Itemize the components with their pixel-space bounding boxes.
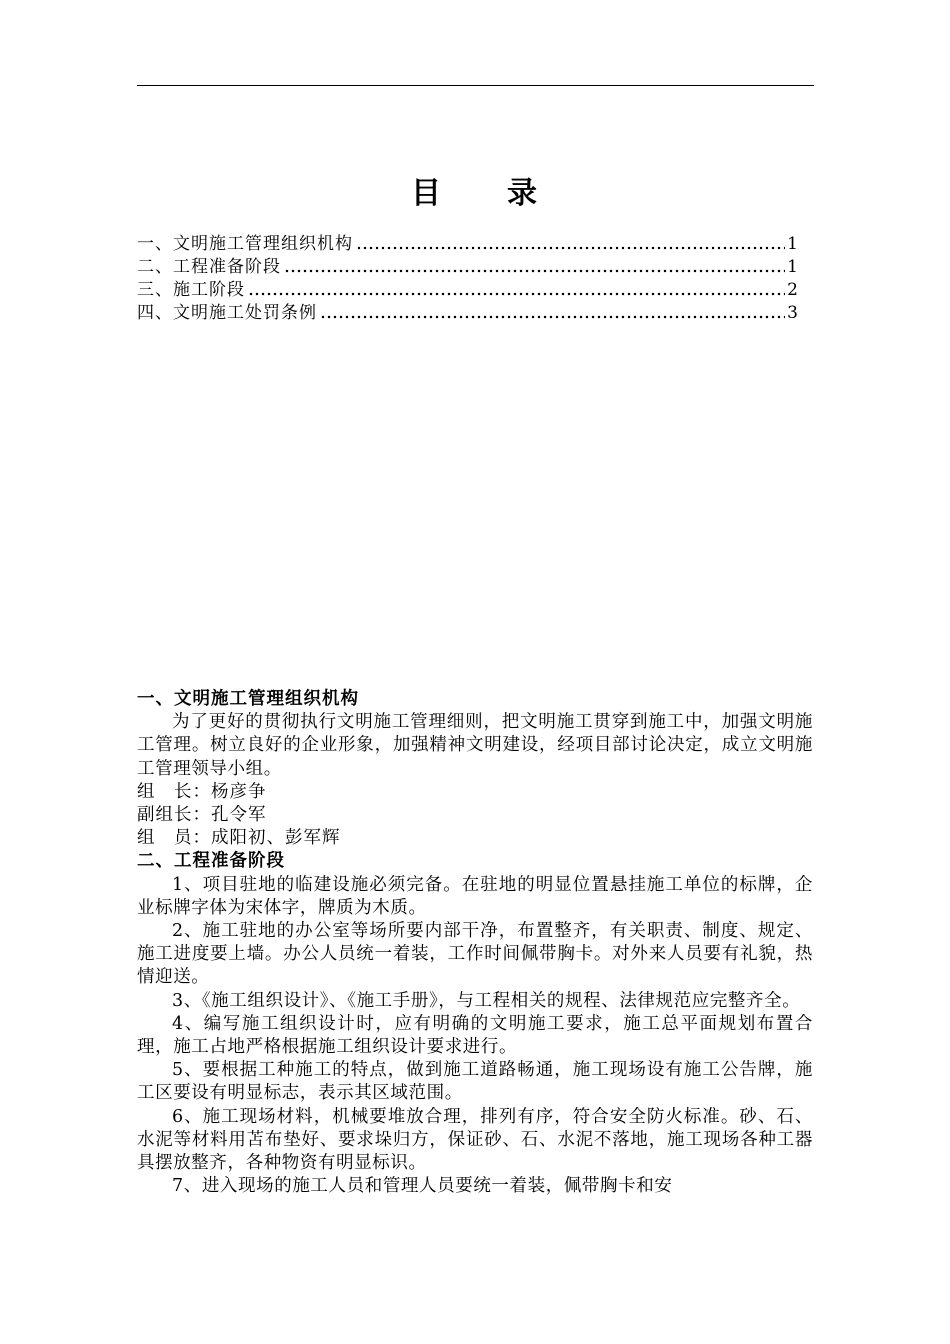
section-heading: 二、工程准备阶段: [137, 851, 285, 872]
list-item: 6、施工现场材料，机械要堆放合理，排列有序，符合安全防火标准。砂、石、水泥等材料用苫布垫好、要求垛归方，保证砂、石、水泥不落地，施工现场各种工器具摆放整齐，各种物资有明显标识。: [137, 1106, 813, 1174]
toc-entry-page: 3: [787, 303, 798, 323]
list-item: 7、进入现场的施工人员和管理人员要统一着装，佩带胸卡和安: [172, 1176, 673, 1197]
member-line: 副组长：孔令军: [137, 805, 267, 826]
toc-entry-page: 1: [787, 257, 798, 277]
toc-leader-dots: [284, 269, 785, 273]
toc-entry-page: 2: [787, 280, 798, 300]
list-item: 5、要根据工种施工的特点，做到施工道路畅通，施工现场设有施工公告牌，施工区要设有明显标志，表示其区域范围。: [137, 1060, 813, 1104]
toc-entry-label: 一、文明施工管理组织机构: [137, 234, 353, 254]
toc-entry-label: 四、文明施工处罚条例: [137, 303, 317, 323]
toc-leader-dots: [248, 292, 785, 296]
toc-entry[interactable]: [137, 279, 798, 302]
toc-entry-label: 三、施工阶段: [137, 280, 245, 300]
section-paragraph: 为了更好的贯彻执行文明施工管理细则，把文明施工贯穿到施工中，加强文明施工管理。树立良好的企业形象，加强精神文明建设，经项目部讨论决定，成立文明施工管理领导小组。: [137, 712, 813, 779]
list-item: 2、施工驻地的办公室等场所要内部干净，布置整齐，有关职责、制度、规定、施工进度要上墙。办公人员统一着装，工作时间佩带胸卡。对外来人员要有礼貌，热情迎送。: [137, 921, 813, 988]
toc-title-char: 录: [507, 176, 539, 211]
toc-leader-dots: [320, 315, 785, 319]
list-item: 3、《施工组织设计》、《施工手册》，与工程相关的规程、法律规范应完整齐全。: [172, 990, 801, 1011]
toc-entry[interactable]: [137, 256, 798, 279]
toc-title-char: 目: [411, 176, 443, 211]
toc-entry[interactable]: [137, 302, 798, 325]
toc-title: [0, 168, 950, 212]
list-item: 1、项目驻地的临建设施必须完备。在驻地的明显位置悬挂施工单位的标牌，企业标牌字体为宋体字，牌质为木质。: [137, 874, 813, 918]
toc-entry-label: 二、工程准备阶段: [137, 257, 281, 277]
section-heading: 一、文明施工管理组织机构: [137, 689, 359, 709]
toc-entry-page: 1: [787, 234, 798, 254]
list-item: 4、编写施工组织设计时，应有明确的文明施工要求，施工总平面规划布置合理，施工占地严格根据施工组织设计要求进行。: [137, 1013, 813, 1058]
member-line: 组 长：杨彦争: [137, 781, 267, 802]
document-body: [137, 688, 813, 1198]
toc-entry[interactable]: [137, 233, 798, 256]
toc-leader-dots: [356, 246, 785, 250]
header-rule: [137, 85, 814, 86]
member-line: 组 员：成阳初、彭军辉: [137, 828, 341, 849]
table-of-contents: [137, 233, 798, 325]
